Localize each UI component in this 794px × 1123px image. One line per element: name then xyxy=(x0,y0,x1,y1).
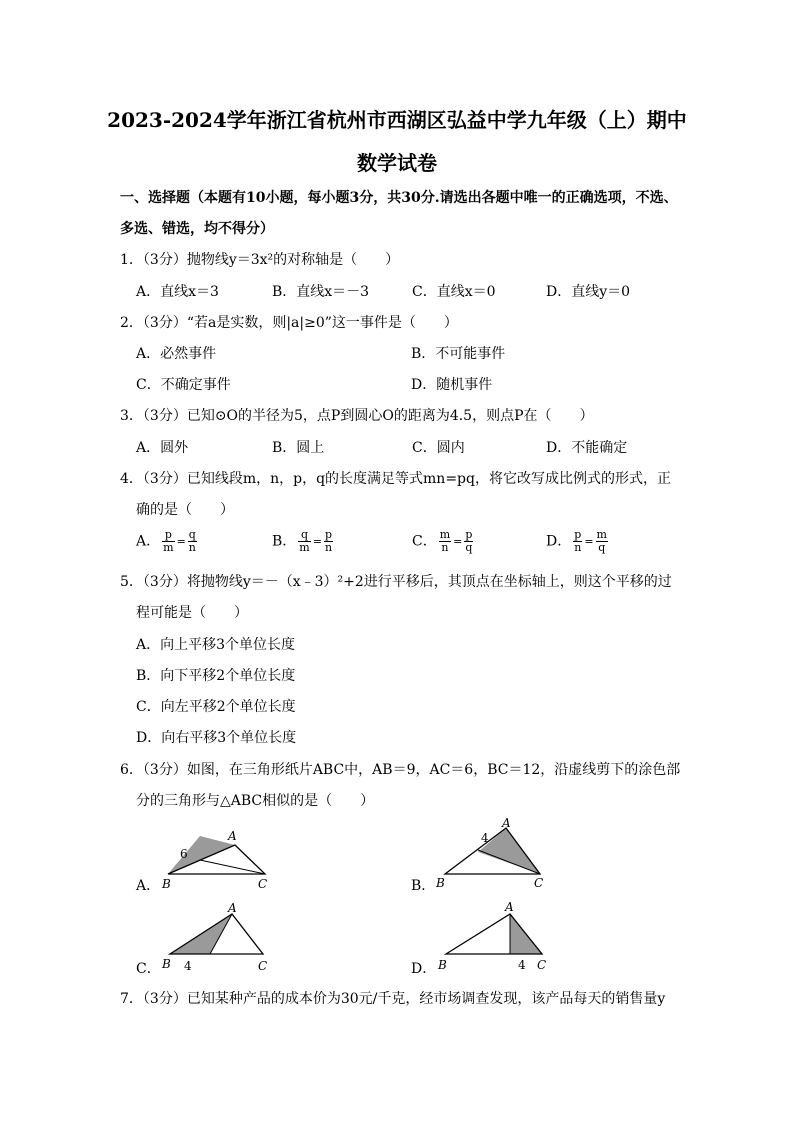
q6-option-a-label: A． xyxy=(136,878,161,894)
label-b: B xyxy=(162,877,171,891)
q2-option-a: A．必然事件 xyxy=(136,346,217,362)
label-b: B xyxy=(162,957,171,971)
fraction-right: $\frac{p}{q}$ xyxy=(465,528,473,554)
fraction-right: $\frac{q}{n}$ xyxy=(188,528,196,554)
q1-option-d: D．直线y＝0 xyxy=(546,284,631,300)
q1-option-a: A．直线x＝3 xyxy=(136,284,219,300)
q3-stem: 3．（3分）已知⊙O的半径为5，点P到圆心O的距离为4.5，则点P在（ ） xyxy=(120,408,594,424)
q6-stem-cont: 分的三角形与△ABC相似的是（ ） xyxy=(136,793,375,809)
q6-stem: 6．（3分）如图，在三角形纸片ABC中，AB＝9，AC＝6，BC＝12，沿虚线剪下的涂色部 xyxy=(120,762,681,778)
q6-option-b-label: B． xyxy=(411,878,436,894)
equals-sign: = xyxy=(584,535,594,548)
q1-stem: 1．（3分）抛物线y＝3x²的对称轴是（ ） xyxy=(120,252,400,268)
label-c: C xyxy=(258,877,268,891)
label-a: A xyxy=(505,900,514,914)
fraction-left: $\frac{q}{m}$ xyxy=(299,528,310,554)
title-line-1: 2023-2024学年浙江省杭州市西湖区弘益中学九年级（上）期中 xyxy=(107,108,687,132)
q6-figure-a xyxy=(150,822,280,892)
q3-option-b: B．圆上 xyxy=(272,440,325,456)
equals-sign: = xyxy=(176,535,186,548)
q4-option-d xyxy=(546,529,610,554)
q2-stem: 2．（3分）“若a是实数，则|a|≥0”这一事件是（ ） xyxy=(120,315,458,331)
q6-figure-b xyxy=(430,815,560,890)
q6-figure-c xyxy=(158,900,278,975)
q5-stem-cont: 程可能是（ ） xyxy=(136,605,248,621)
shaded-triangle xyxy=(168,836,235,874)
label-a: A xyxy=(228,901,237,915)
fraction-right: $\frac{p}{n}$ xyxy=(324,528,333,554)
section1-heading: 一、选择题（本题有10小题，每小题3分，共30分.请选出各题中唯一的正确选项，不选、 xyxy=(120,190,678,206)
q5-option-d: D．向右平移3个单位长度 xyxy=(136,730,297,746)
label-c: C xyxy=(534,876,544,890)
fraction-right: $\frac{m}{q}$ xyxy=(596,528,607,554)
q2-option-b: B．不可能事件 xyxy=(411,346,506,362)
fraction-left: $\frac{p}{m}$ xyxy=(163,528,174,554)
q4-option-a xyxy=(136,529,199,554)
fraction-left: $\frac{m}{n}$ xyxy=(439,528,451,554)
q4-option-c xyxy=(412,529,475,554)
q4-stem-cont: 确的是（ ） xyxy=(136,502,234,518)
q6-figure-d xyxy=(432,898,557,975)
label-b: B xyxy=(438,958,447,972)
option-letter: B． xyxy=(272,533,297,550)
fraction-left: $\frac{p}{n}$ xyxy=(574,528,582,554)
q6-option-d-label: D． xyxy=(411,961,437,977)
label-b: B xyxy=(436,876,445,890)
label-six: 6 xyxy=(180,847,188,861)
label-four: 4 xyxy=(518,958,526,972)
option-letter: D． xyxy=(546,533,572,550)
q5-option-a: A．向上平移3个单位长度 xyxy=(136,637,296,653)
q2-option-d: D．随机事件 xyxy=(411,377,493,393)
q3-option-a: A．圆外 xyxy=(136,440,189,456)
q3-option-d: D．不能确定 xyxy=(546,440,628,456)
q3-option-c: C．圆内 xyxy=(412,440,465,456)
title-line-2: 数学试卷 xyxy=(357,151,437,175)
q2-option-c: C．不确定事件 xyxy=(136,377,231,393)
q1-option-c: C．直线x＝0 xyxy=(412,284,496,300)
equals-sign: = xyxy=(453,535,463,548)
label-a: A xyxy=(502,816,511,830)
label-four: 4 xyxy=(481,831,489,845)
label-c: C xyxy=(258,959,268,973)
q5-option-c: C．向左平移2个单位长度 xyxy=(136,699,296,715)
q1-option-b: B．直线x＝－3 xyxy=(272,284,370,300)
label-four: 4 xyxy=(184,959,192,973)
cut-line xyxy=(200,860,265,874)
q4-stem: 4．（3分）已知线段m，n，p，q的长度满足等式mn=pq，将它改写成比例式的形式，正 xyxy=(120,471,671,487)
q5-option-b: B．向下平移2个单位长度 xyxy=(136,668,296,684)
q7-stem: 7．（3分）已知某种产品的成本价为30元/千克，经市场调查发现，该产品每天的销售量y xyxy=(120,991,666,1007)
label-c: C xyxy=(537,958,547,972)
label-a: A xyxy=(228,829,237,843)
option-letter: C． xyxy=(412,533,437,550)
q5-stem: 5．（3分）将抛物线y＝－（x﹣3）²+2进行平移后，其顶点在坐标轴上，则这个平移的过 xyxy=(120,574,672,590)
q4-option-b xyxy=(272,529,335,554)
q6-option-c-label: C． xyxy=(136,961,161,977)
option-letter: A． xyxy=(136,533,161,550)
section1-heading-cont: 多选、错选，均不得分） xyxy=(120,221,274,237)
equals-sign: = xyxy=(312,535,322,548)
